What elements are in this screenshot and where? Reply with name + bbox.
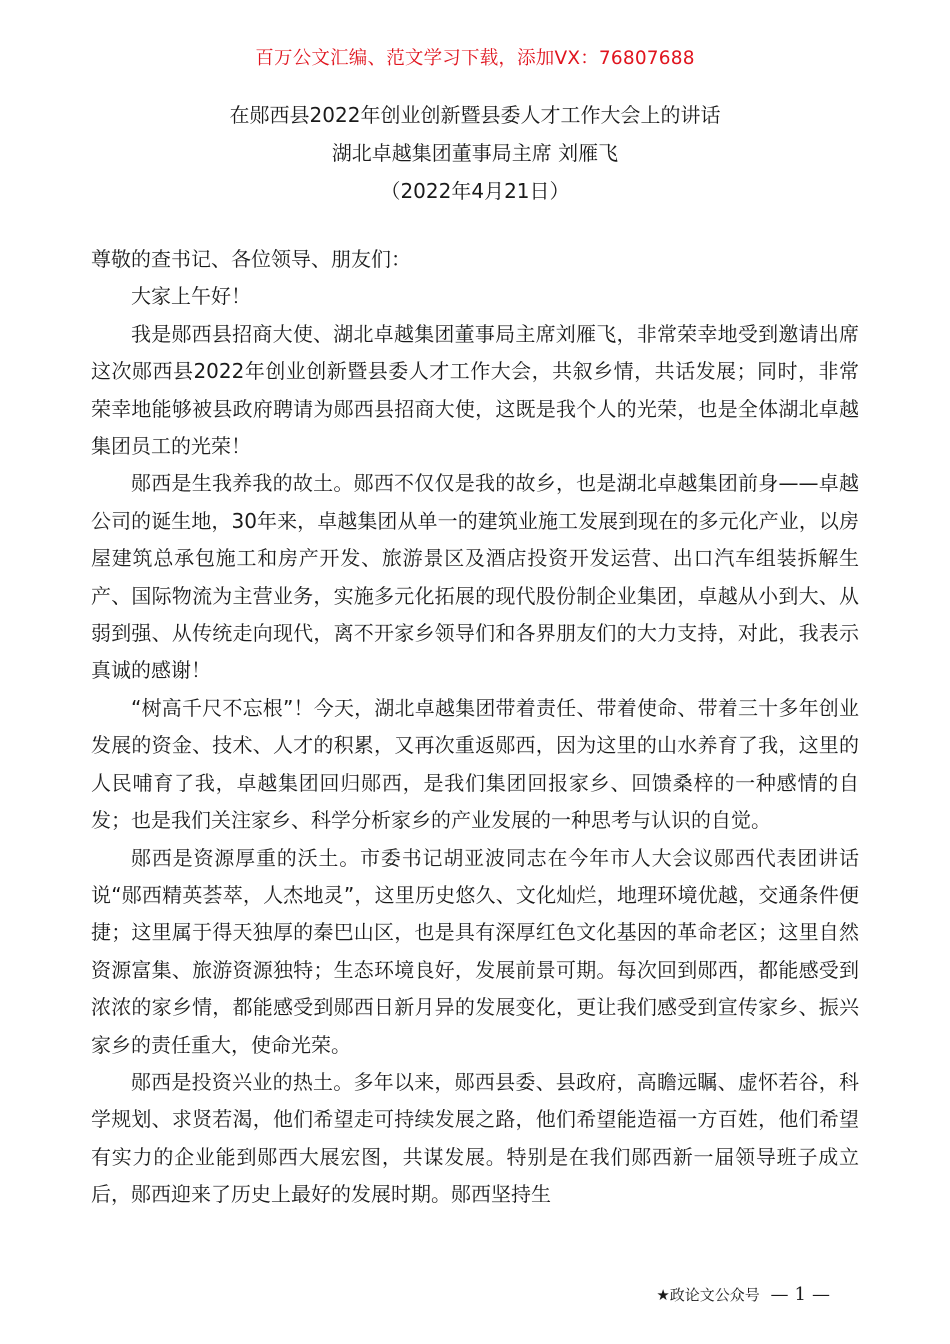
footer-dash-left: — bbox=[770, 1284, 789, 1305]
salutation: 尊敬的查书记、各位领导、朋友们： bbox=[91, 247, 411, 271]
speaker-line: 湖北卓越集团董事局主席 刘雁飞 bbox=[331, 141, 619, 165]
greeting: 大家上午好！ bbox=[131, 284, 251, 309]
promo-banner: 百万公文汇编、范文学习下载，添加VX：76807688 bbox=[255, 48, 695, 69]
body-paragraph: 我是郧西县招商大使、湖北卓越集团董事局主席刘雁飞，非常荣幸地受到邀请出席这次郧西县2022年创业创新暨县委人才工作大会，共叙乡情，共话发展；同时，非常荣幸地能够被县政府聘请为郧西县招商大使，这既是我个人的光荣，也是全体湖北卓越集团员工的光荣！ bbox=[91, 321, 859, 459]
speech-date: （2022年4月21日） bbox=[380, 179, 570, 203]
body-paragraph: 郧西是投资兴业的热土。多年以来，郧西县委、县政府，高瞻远瞩、虚怀若谷，科学规划、求贤若渴，他们希望走可持续发展之路，他们希望能造福一方百姓，他们希望有实力的企业能到郧西大展宏图，共谋发展。特别是在我们郧西新一届领导班子成立后，郧西迎来了历史上最好的发展时期。郧西坚持生 bbox=[91, 1069, 859, 1207]
speech-title: 在郧西县2022年创业创新暨县委人才工作大会上的讲话 bbox=[229, 103, 721, 127]
page-number: 1 bbox=[794, 1284, 806, 1305]
body-paragraph: 郧西是生我养我的故土。郧西不仅仅是我的故乡，也是湖北卓越集团前身——卓越公司的诞生地，30年来，卓越集团从单一的建筑业施工发展到现在的多元化产业，以房屋建筑总承包施工和房产开发、旅游景区及酒店投资开发运营、出口汽车组装拆解生产、国际物流为主营业务，实施多元化拓展的现代股份制企业集团，卓越从小到大、从弱到强、从传统走向现代，离不开家乡领导们和各界朋友们的大力支持，对此，我表示真诚的感谢！ bbox=[91, 471, 859, 683]
page-footer bbox=[656, 1282, 836, 1308]
title-block bbox=[0, 96, 950, 210]
footer-dash-right: — bbox=[812, 1284, 830, 1305]
body-paragraph: “树高千尺不忘根”！今天，湖北卓越集团带着责任、带着使命、带着三十多年创业发展的资金、技术、人才的积累，又再次重返郧西，因为这里的山水养育了我，这里的人民哺育了我，卓越集团回归郧西，是我们集团回报家乡、回馈桑梓的一种感情的自发；也是我们关注家乡、科学分析家乡的产业发展的一种思考与认识的自觉。 bbox=[91, 695, 859, 833]
body-paragraph: 郧西是资源厚重的沃土。市委书记胡亚波同志在今年市人大会议郧西代表团讲话说“郧西精英荟萃，人杰地灵”，这里历史悠久、文化灿烂，地理环境优越，交通条件便捷；这里属于得天独厚的秦巴山区，也是具有深厚红色文化基因的革命老区；这里自然资源富集、旅游资源独特；生态环境良好，发展前景可期。每次回到郧西，都能感受到浓浓的家乡情，都能感受到郧西日新月异的发展变化，更让我们感受到宣传家乡、振兴家乡的责任重大，使命光荣。 bbox=[91, 845, 859, 1057]
footer-source: ★政论文公众号 bbox=[656, 1286, 760, 1304]
speech-body bbox=[91, 241, 859, 1214]
